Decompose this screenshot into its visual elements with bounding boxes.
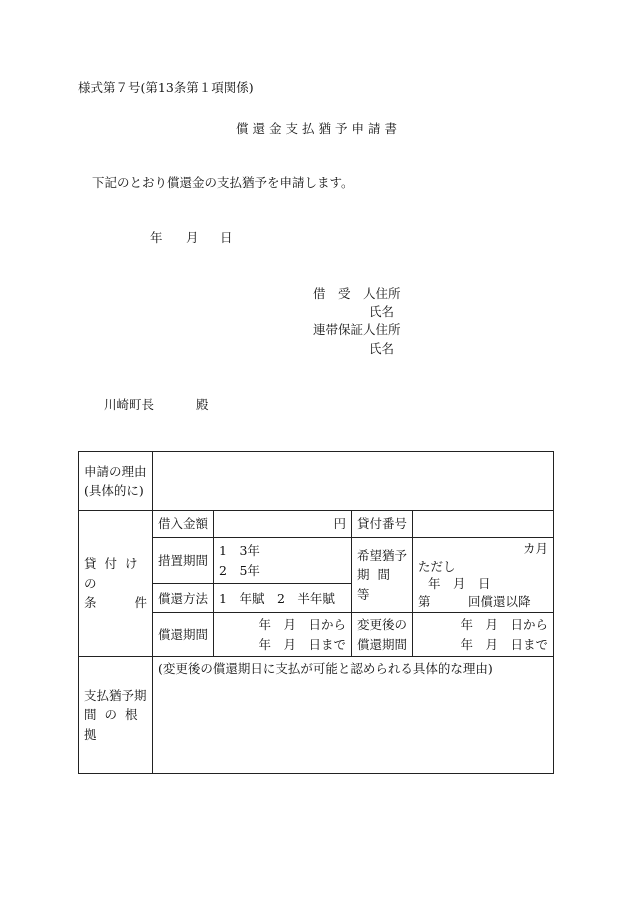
repay-method-label: 償還方法 <box>153 584 214 613</box>
from-nth-repayment: 第 回償還以降 <box>418 593 531 609</box>
changed-label-line1: 変更後の <box>357 617 408 633</box>
borrowed-amount-cell[interactable] <box>214 511 352 538</box>
loan-conditions-ken: 件 <box>134 595 147 611</box>
basis-label-cell <box>79 657 153 774</box>
desired-label-line2: 期間等 <box>357 567 399 602</box>
repay-method-options[interactable]: 1 年賦 2 半年賦 <box>214 584 352 613</box>
changed-period-label <box>352 613 413 657</box>
basis-label-line2: 間の根拠 <box>84 707 146 742</box>
loan-conditions-line2 <box>84 593 147 612</box>
repay-period-cell[interactable] <box>214 613 352 657</box>
desired-period-cell[interactable] <box>413 538 554 613</box>
date-year: 年 <box>150 230 163 245</box>
addressee-honorific: 殿 <box>196 397 209 412</box>
basis-row <box>79 657 554 774</box>
changed-period-from: 年 月 日から <box>460 617 548 633</box>
reason-label-line1: 申請の理由 <box>84 463 147 479</box>
loan-conditions-jou: 条 <box>84 595 97 611</box>
addressee-name: 川崎町長 <box>104 397 155 412</box>
page-title: 償還金支払猶予申請書 <box>236 121 402 136</box>
tadashi-text: ただし <box>418 558 456 574</box>
borrower-address-label: 借 受 人住所 <box>313 286 401 301</box>
basis-input-cell[interactable] <box>153 657 554 774</box>
repay-period-label: 償還期間 <box>153 613 214 657</box>
date-day: 日 <box>220 230 233 245</box>
guarantor-name-label: 氏名 <box>369 341 395 356</box>
loan-conditions-line1: 貸付けの <box>84 556 146 591</box>
changed-label-line2: 償還期間 <box>357 636 408 652</box>
loan-row-amount <box>79 511 554 538</box>
basis-note: (変更後の償還期日に支払が可能と認められる具体的な理由) <box>158 661 493 676</box>
basis-label-line1: 支払猶予期 <box>84 687 147 703</box>
repay-period-to: 年 月 日まで <box>258 636 346 652</box>
reason-row <box>79 452 554 511</box>
loan-conditions-label-cell <box>79 511 153 657</box>
repay-period-from: 年 月 日から <box>258 617 346 633</box>
yen-unit: 円 <box>333 516 346 532</box>
guarantor-address-label: 連帯保証人住所 <box>313 322 401 337</box>
measure-period-label: 措置期間 <box>153 538 214 584</box>
borrowed-amount-label: 借入金額 <box>153 511 214 538</box>
months-unit: カ月 <box>522 541 548 556</box>
reason-label-line2: (具体的に) <box>84 483 144 498</box>
reason-input-cell[interactable] <box>153 452 554 511</box>
desired-date: 年 月 日 <box>428 576 491 591</box>
measure-period-options[interactable] <box>214 538 352 584</box>
measure-option-1[interactable]: 1 3年 <box>219 543 260 559</box>
form-number: 様式第７号(第13条第１項関係) <box>78 80 254 95</box>
reason-label-cell <box>79 452 153 511</box>
changed-period-cell[interactable] <box>413 613 554 657</box>
borrower-name-label: 氏名 <box>369 304 395 319</box>
application-table <box>78 451 554 774</box>
desired-period-label <box>352 538 413 613</box>
loan-number-label: 貸付番号 <box>352 511 413 538</box>
loan-number-cell[interactable] <box>413 511 554 538</box>
measure-option-2[interactable]: 2 5年 <box>219 562 260 578</box>
desired-label-line1: 希望猶予 <box>357 547 408 563</box>
date-month: 月 <box>186 230 199 245</box>
intro-text: 下記のとおり償還金の支払猶予を申請します。 <box>92 175 354 190</box>
changed-period-to: 年 月 日まで <box>460 636 548 652</box>
